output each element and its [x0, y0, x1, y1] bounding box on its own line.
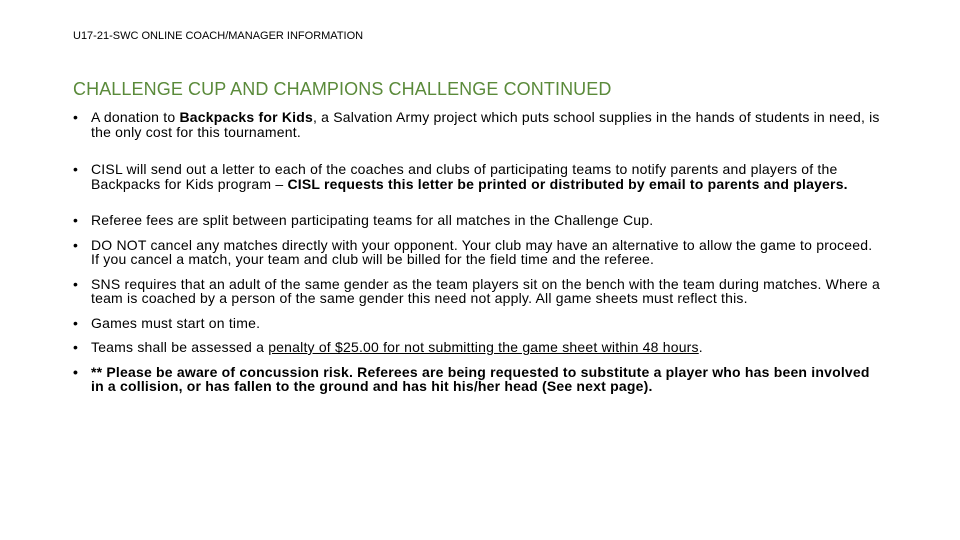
bullet-item-do-not-cancel	[73, 238, 883, 267]
bullet-icon: •	[73, 109, 79, 125]
bullet-icon: •	[73, 161, 79, 177]
bullet-icon: •	[73, 275, 79, 292]
item-text: Teams shall be assessed a	[91, 339, 269, 355]
slide-header: U17-21-SWC ONLINE COACH/MANAGER INFORMATION	[73, 30, 364, 42]
item-text: Referee fees are split between participating teams for all matches in the Challenge Cup.	[91, 212, 654, 228]
bullet-icon: •	[73, 363, 79, 380]
bullet-icon: •	[73, 212, 79, 228]
bullet-item-donation	[73, 110, 883, 139]
item-bold-text: Backpacks for Kids	[179, 109, 313, 125]
item-text: .	[698, 339, 703, 355]
item-text: ** Please be aware of concussion risk. Referees are being requested to substitute a player who has been involved in a collision, or has fallen to the ground and has hit his/her head (See next page).	[91, 363, 870, 394]
item-text: , a Salvation Army project which puts school supplies in the hands of students in need, is the only cost for this tournament.	[91, 109, 880, 140]
item-text: SNS requires that an adult of the same gender as the team players sit on the bench with the team during matches. Where a team is coached by a person of the same gender this need not apply. All game sheets must reflect this.	[91, 275, 880, 306]
bullet-list	[73, 110, 883, 394]
bullet-item-concussion	[73, 365, 883, 394]
item-text: DO NOT cancel any matches directly with your opponent. Your club may have an alternative to allow the game to proceed. If you cancel a match, your team and club will be billed for the field time and the referee.	[91, 236, 873, 267]
item-underlined-text: penalty of $25.00 for not submitting the game sheet within 48 hours	[268, 339, 699, 355]
bullet-icon: •	[73, 236, 79, 253]
bullet-item-sns-gender	[73, 277, 883, 306]
item-bold-text: CISL requests this letter be printed or distributed by email to parents and players.	[287, 175, 848, 192]
bullet-icon: •	[73, 339, 79, 355]
item-text: CISL will send out a letter to each of the coaches and clubs of participating teams to notify parents and players of the Backpacks for Kids program –	[91, 161, 838, 192]
bullet-item-referee-fees	[73, 213, 883, 228]
slide-title: CHALLENGE CUP AND CHAMPIONS CHALLENGE CONTINUED	[73, 79, 612, 99]
item-text: A donation to	[91, 109, 180, 125]
bullet-item-cisl-letter	[73, 162, 883, 191]
bullet-item-start-on-time	[73, 316, 883, 331]
bullet-item-penalty	[73, 340, 883, 355]
bullet-icon: •	[73, 314, 79, 331]
item-text: Games must start on time.	[91, 314, 261, 331]
